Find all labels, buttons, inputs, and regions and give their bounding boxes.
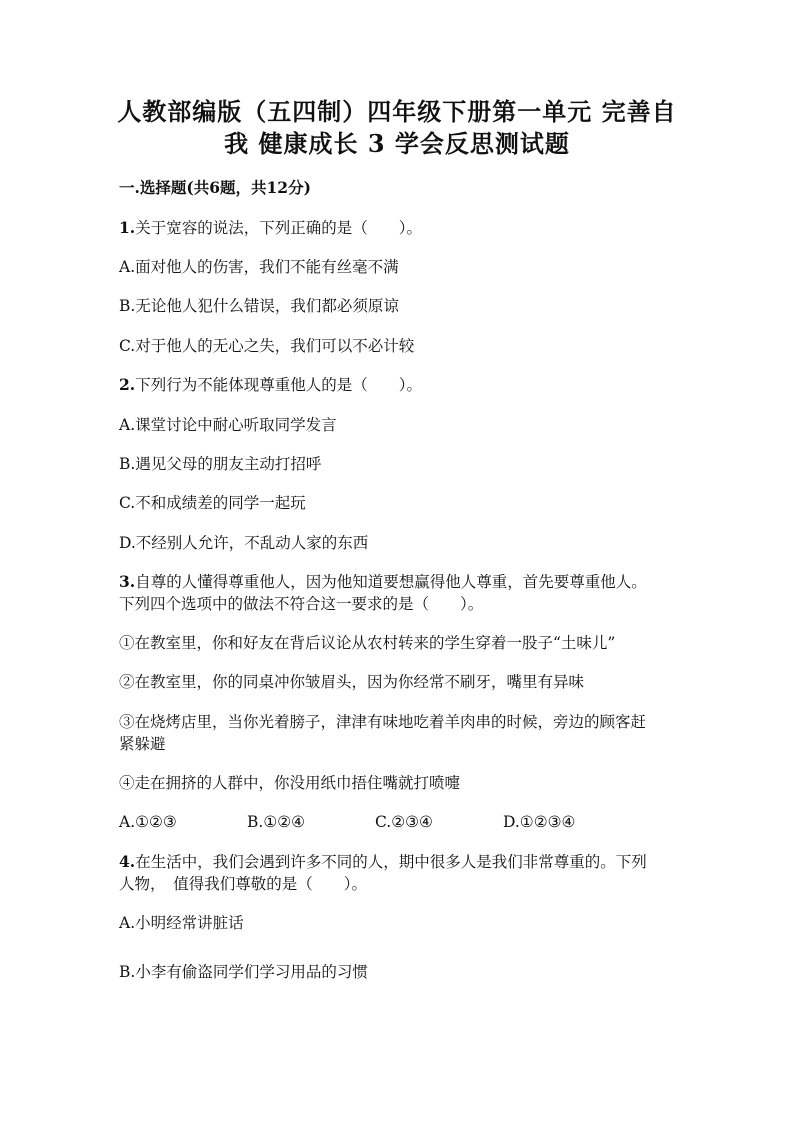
question-4-stem-line-2: 人物， 值得我们尊敬的是（ ）。 <box>119 875 368 893</box>
question-3-choice-c: C.②③④ <box>375 813 433 831</box>
question-3 <box>119 572 647 592</box>
question-1 <box>119 218 422 238</box>
question-3-statement-2: ②在教室里，你的同桌冲你皱眉头，因为你经常不刷牙，嘴里有异味 <box>119 673 585 691</box>
question-number: 4. <box>119 852 136 871</box>
question-stem: 关于宽容的说法，下列正确的是（ ）。 <box>135 219 422 237</box>
question-2-option-d: D.不经别人允许，不乱动人家的东西 <box>119 534 369 552</box>
question-1-option-a: A.面对他人的伤害，我们不能有丝毫不满 <box>119 258 399 276</box>
question-2-option-b: B.遇见父母的朋友主动打招呼 <box>119 455 322 473</box>
question-stem-line-1: 自尊的人懂得尊重他人，因为他知道要想赢得他人尊重，首先要尊重他人。 <box>135 573 647 591</box>
question-number: 3. <box>119 572 136 591</box>
question-2-option-a: A.课堂讨论中耐心听取同学发言 <box>119 416 337 434</box>
question-3-statement-4: ④走在拥挤的人群中，你没用纸巾捂住嘴就打喷嚏 <box>119 774 461 792</box>
question-3-statement-3: ③在烧烤店里，当你光着膀子，津津有味地吃着羊肉串的时候，旁边的顾客赶 <box>119 713 647 731</box>
question-3-stem-line-2: 下列四个选项中的做法不符合这一要求的是（ ）。 <box>119 595 484 613</box>
page-title-line-1: 人教部编版（五四制）四年级下册第一单元 完善自 <box>117 97 677 126</box>
question-number: 1. <box>119 218 136 237</box>
question-4 <box>119 852 647 872</box>
question-1-option-b: B.无论他人犯什么错误，我们都必须原谅 <box>119 297 399 315</box>
question-stem-line-1: 在生活中，我们会遇到许多不同的人，期中很多人是我们非常尊重的。下列 <box>135 853 647 871</box>
question-1-option-c: C.对于他人的无心之失，我们可以不必计较 <box>119 337 415 355</box>
question-4-option-a: A.小明经常讲脏话 <box>119 914 244 932</box>
question-3-choice-d: D.①②③④ <box>503 813 576 831</box>
question-2-option-c: C.不和成绩差的同学一起玩 <box>119 494 306 512</box>
question-stem: 下列行为不能体现尊重他人的是（ ）。 <box>135 376 422 394</box>
question-4-option-b: B.小李有偷盗同学们学习用品的习惯 <box>119 963 368 981</box>
question-3-statement-1: ①在教室里，你和好友在背后议论从农村转来的学生穿着一股子“土味儿” <box>119 634 616 652</box>
question-3-choice-a: A.①②③ <box>119 813 177 831</box>
question-3-choice-b: B.①②④ <box>247 813 306 831</box>
question-2 <box>119 375 422 395</box>
page-title-line-2: 我 健康成长 3 学会反思测试题 <box>224 129 570 158</box>
question-number: 2. <box>119 375 136 394</box>
question-3-statement-3-cont: 紧躲避 <box>119 735 166 753</box>
section-heading: 一.选择题(共6题，共12分) <box>119 178 311 197</box>
